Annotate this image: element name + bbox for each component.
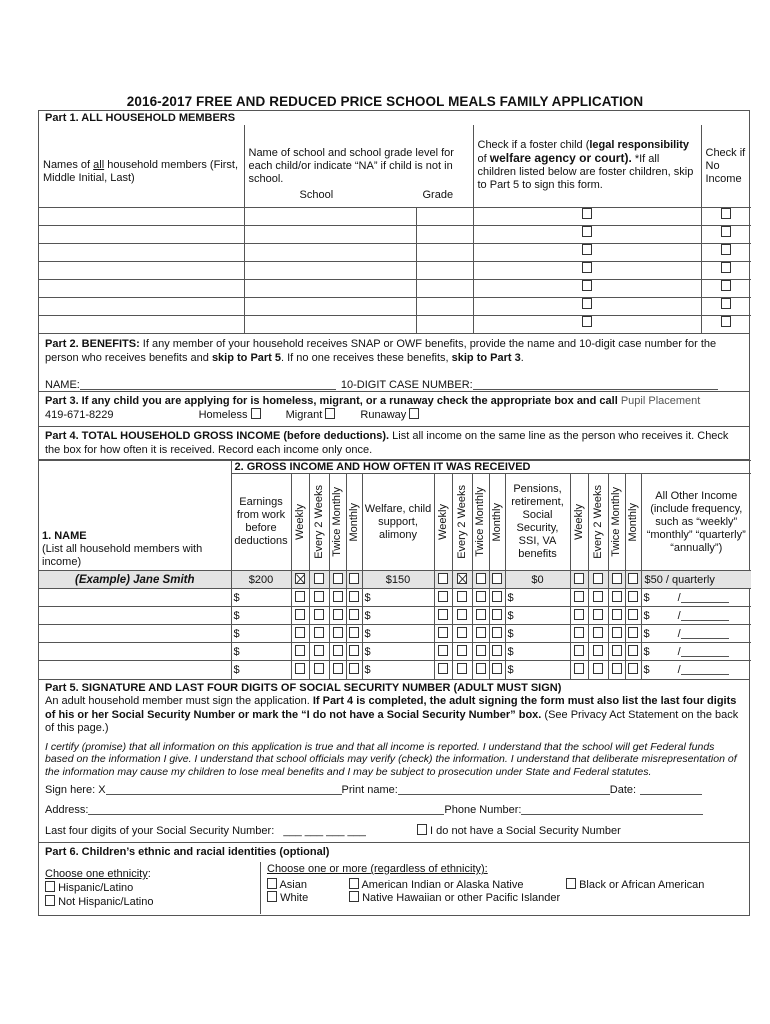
monthly-checkbox[interactable] — [349, 591, 359, 602]
income-table: 1. NAME (List all household members with income) 2. GROSS INCOME AND HOW OFTEN IT WAS RECEIVED Earnings from work before deductions Weekly Every 2 Weeks Twice Monthly Monthly Welfare, child support, alimony Weekly Every 2 Weeks Twice Monthly Monthly Pensions, retirement, Social Security, SSI, VA benefits Weekly Every 2 Weeks Twice Monthly Monthly All Other Income (include frequency, such as “weekly” “monthly” “quarterly” “annually”) (Example) Jane Smith $200 $150 $0 $50 / quarterly $ $ $ $ / $ $ $ $ / $ $ $ $ / $ $ $ $ / $ $ $ $ / — [39, 460, 751, 679]
no-income-checkbox[interactable] — [721, 244, 731, 255]
member-row — [39, 297, 751, 315]
other-income-field[interactable]: $ / — [641, 625, 751, 643]
school-field[interactable] — [244, 261, 416, 279]
twice-monthly-checkbox[interactable] — [333, 609, 343, 620]
no-income-checkbox[interactable] — [721, 226, 731, 237]
phone-field[interactable] — [521, 804, 703, 815]
monthly-checkbox[interactable] — [492, 627, 502, 638]
example-checkbox-checked — [457, 573, 467, 584]
part2-section — [39, 334, 749, 392]
member-name-field[interactable] — [39, 207, 244, 225]
example-row: (Example) Jane Smith $200 $150 $0 $50 / quarterly — [39, 571, 751, 589]
twice-monthly-checkbox[interactable] — [476, 645, 486, 656]
household-members-table — [39, 125, 751, 333]
welfare-field[interactable]: $ — [362, 589, 434, 607]
twice-monthly-checkbox[interactable] — [476, 627, 486, 638]
member-row — [39, 279, 751, 297]
pensions-field[interactable]: $ — [505, 607, 570, 625]
twice-monthly-checkbox[interactable] — [333, 627, 343, 638]
part6-section — [39, 843, 749, 915]
twice-monthly-checkbox[interactable] — [333, 645, 343, 656]
other-income-field[interactable]: $ / — [641, 607, 751, 625]
runaway-checkbox[interactable] — [409, 408, 419, 419]
grade-field[interactable] — [416, 243, 473, 261]
monthly-checkbox[interactable] — [628, 645, 638, 656]
part5-instructions: An adult household member must sign the application. If Part 4 is completed, the adult signing the form must also list the last four digits of his or her Social Security Number or mark the “I do not have a Social Security Number” box. (See Privacy Act Statement on the back of this page.) — [45, 695, 739, 734]
earnings-field[interactable]: $ — [231, 643, 291, 661]
part1-heading: Part 1. ALL HOUSEHOLD MEMBERS — [45, 112, 236, 124]
monthly-checkbox[interactable] — [492, 609, 502, 620]
weekly-checkbox[interactable] — [574, 627, 584, 638]
foster-checkbox[interactable] — [582, 262, 592, 273]
weekly-checkbox[interactable] — [295, 627, 305, 638]
welfare-field[interactable]: $ — [362, 661, 434, 679]
weekly-checkbox[interactable] — [295, 663, 305, 674]
part4-instructions: Part 4. TOTAL HOUSEHOLD GROSS INCOME (before deductions). List all income on the same line as the person who receives it. Check the box for how often it is received. Record each income only once. — [39, 427, 749, 460]
other-income-field[interactable]: $ / — [641, 661, 751, 679]
twice-monthly-checkbox[interactable] — [612, 591, 622, 602]
twice-monthly-checkbox[interactable] — [476, 609, 486, 620]
school-field[interactable] — [244, 315, 416, 333]
twice-monthly-checkbox[interactable] — [333, 663, 343, 674]
member-name-field[interactable] — [39, 279, 244, 297]
weekly-checkbox[interactable] — [438, 609, 448, 620]
weekly-checkbox[interactable] — [438, 591, 448, 602]
pensions-field[interactable]: $ — [505, 661, 570, 679]
income-row — [39, 643, 751, 661]
monthly-checkbox[interactable] — [349, 609, 359, 620]
twice-monthly-checkbox[interactable] — [476, 591, 486, 602]
school-field[interactable] — [244, 207, 416, 225]
part1-section — [39, 111, 749, 334]
weekly-checkbox[interactable] — [295, 609, 305, 620]
grade-field[interactable] — [416, 297, 473, 315]
signature-field[interactable] — [106, 784, 342, 795]
foster-checkbox[interactable] — [582, 208, 592, 219]
part5-heading: Part 5. SIGNATURE AND LAST FOUR DIGITS OF SOCIAL SECURITY NUMBER (ADULT MUST SIGN) — [45, 681, 562, 694]
not-hispanic-checkbox[interactable] — [45, 895, 55, 906]
every-2-weeks-checkbox[interactable] — [593, 591, 603, 602]
member-row — [39, 207, 751, 225]
member-row — [39, 243, 751, 261]
asian-checkbox[interactable] — [267, 878, 277, 889]
every-2-weeks-checkbox[interactable] — [314, 663, 324, 674]
migrant-checkbox[interactable] — [325, 408, 335, 419]
weekly-checkbox[interactable] — [438, 663, 448, 674]
foster-checkbox[interactable] — [582, 316, 592, 327]
income-row — [39, 625, 751, 643]
example-checkbox-checked — [295, 573, 305, 584]
earnings-field[interactable]: $ — [231, 625, 291, 643]
other-income-header: All Other Income (include frequency, such as “weekly” “monthly” “quarterly” “annually”) — [641, 474, 751, 571]
ethnicity-group: Choose one ethnicity: Hispanic/Latino Not Hispanic/Latino — [39, 862, 261, 914]
part4-section — [39, 427, 749, 680]
white-checkbox[interactable] — [267, 891, 277, 902]
no-ssn-checkbox[interactable] — [417, 824, 427, 835]
member-row — [39, 315, 751, 333]
case-number-field[interactable] — [473, 379, 718, 390]
pupil-placement-phone: 419-671-8229 — [45, 409, 114, 421]
part5-section: Part 5. SIGNATURE AND LAST FOUR DIGITS OF SOCIAL SECURITY NUMBER (ADULT MUST SIGN) An adult household member must sign the application. If Part 4 is completed, the adult signing the form must also list the last four digits of his or her Social Security Number or mark the “I do not have a Social Security Number” box. (See Privacy Act Statement on the back of this page.) I certify (promise) that all information on this application is true and that all income is reported. I understand that the school will get Federal funds based on the information I give. I understand that school officials may verify (check) the information. I understand that deliberate misrepresentation of the information may cause my children to lose meal benefits and I may be subject to prosecution under State and Federal statutes. Sign here: X Print name: Date: Address: Phone Number: Last four digits of your Social Security Number: ___ ___ ___ ___ I do not have a Social Security Number — [39, 680, 749, 844]
member-name-field[interactable] — [39, 261, 244, 279]
every-2-weeks-checkbox[interactable] — [457, 645, 467, 656]
income-row — [39, 661, 751, 679]
foster-checkbox[interactable] — [582, 244, 592, 255]
application-form — [38, 110, 750, 916]
weekly-checkbox[interactable] — [295, 591, 305, 602]
member-name-field[interactable] — [39, 243, 244, 261]
every-2-weeks-checkbox[interactable] — [314, 645, 324, 656]
school-field[interactable] — [244, 279, 416, 297]
pensions-field[interactable]: $ — [505, 625, 570, 643]
pensions-header: Pensions, retirement, Social Security, SSI, VA benefits — [505, 474, 570, 571]
income-name-field[interactable] — [39, 607, 231, 625]
twice-monthly-checkbox[interactable] — [612, 663, 622, 674]
other-income-field[interactable]: $ / — [641, 589, 751, 607]
member-row — [39, 261, 751, 279]
monthly-checkbox[interactable] — [492, 645, 502, 656]
every-2-weeks-checkbox[interactable] — [457, 663, 467, 674]
other-income-field[interactable]: $ / — [641, 643, 751, 661]
no-income-checkbox[interactable] — [721, 298, 731, 309]
earnings-field[interactable]: $ — [231, 607, 291, 625]
welfare-field[interactable]: $ — [362, 607, 434, 625]
every-2-weeks-checkbox[interactable] — [314, 591, 324, 602]
black-checkbox[interactable] — [566, 878, 576, 889]
twice-monthly-checkbox[interactable] — [476, 663, 486, 674]
twice-monthly-checkbox[interactable] — [333, 591, 343, 602]
part2-instructions: Part 2. BENEFITS: If any member of your household receives SNAP or OWF benefits, provide the name and 10-digit case number for the person who receives benefits and skip to Part 5. If no one receives these benefits, skip to Part 3. — [45, 338, 717, 364]
benefits-name-label: NAME: — [45, 379, 80, 391]
pensions-field[interactable]: $ — [505, 589, 570, 607]
every-2-weeks-checkbox[interactable] — [593, 609, 603, 620]
grade-field[interactable] — [416, 279, 473, 297]
certification-statement: I certify (promise) that all information on this application is true and that all income is reported. I understand that the school will get Federal funds based on the information I give. I understand that school officials may verify (check) the information. I understand that deliberate misrepresentation of the information may cause my children to lose meal benefits and I may be subject to prosecution under State and Federal statutes. — [45, 740, 737, 778]
income-name-field[interactable] — [39, 625, 231, 643]
monthly-checkbox[interactable] — [349, 663, 359, 674]
part3-heading: Part 3. If any child you are applying for is homeless, migrant, or a runaway check the appropriate box and call — [45, 395, 621, 407]
race-group: Choose one or more (regardless of ethnicity): Asian American Indian or Alaska Native Black or African American White Native Hawaiian or other Pacific Islander — [267, 863, 705, 904]
print-name-field[interactable] — [398, 784, 610, 795]
grade-field[interactable] — [416, 315, 473, 333]
school-field[interactable] — [244, 297, 416, 315]
welfare-field[interactable]: $ — [362, 625, 434, 643]
no-income-column-header: Check if No Income — [701, 125, 751, 207]
earnings-header: Earnings from work before deductions — [231, 474, 291, 571]
no-income-checkbox[interactable] — [721, 262, 731, 273]
case-number-label: 10-DIGIT CASE NUMBER: — [340, 379, 473, 391]
monthly-checkbox[interactable] — [628, 663, 638, 674]
income-name-field[interactable] — [39, 661, 231, 679]
part6-heading: Part 6. Children’s ethnic and racial identities (optional) — [45, 846, 330, 858]
every-2-weeks-checkbox[interactable] — [593, 627, 603, 638]
member-name-field[interactable] — [39, 315, 244, 333]
welfare-header: Welfare, child support, alimony — [362, 474, 434, 571]
income-name-field[interactable] — [39, 589, 231, 607]
weekly-checkbox[interactable] — [574, 591, 584, 602]
weekly-checkbox[interactable] — [574, 645, 584, 656]
every-2-weeks-checkbox[interactable] — [457, 609, 467, 620]
twice-monthly-checkbox[interactable] — [612, 645, 622, 656]
income-row — [39, 589, 751, 607]
school-field[interactable] — [244, 225, 416, 243]
weekly-checkbox[interactable] — [438, 645, 448, 656]
every-2-weeks-checkbox[interactable] — [593, 645, 603, 656]
weekly-checkbox[interactable] — [295, 645, 305, 656]
income-row — [39, 607, 751, 625]
hispanic-checkbox[interactable] — [45, 881, 55, 892]
member-name-field[interactable] — [39, 225, 244, 243]
every-2-weeks-checkbox[interactable] — [314, 627, 324, 638]
every-2-weeks-checkbox[interactable] — [457, 627, 467, 638]
foster-checkbox[interactable] — [582, 280, 592, 291]
weekly-checkbox[interactable] — [574, 609, 584, 620]
monthly-checkbox[interactable] — [492, 663, 502, 674]
ssn-field[interactable]: ___ ___ ___ ___ — [283, 825, 366, 837]
homeless-checkbox[interactable] — [251, 408, 261, 419]
american-indian-checkbox[interactable] — [349, 878, 359, 889]
weekly-checkbox[interactable] — [574, 663, 584, 674]
earnings-field[interactable]: $ — [231, 661, 291, 679]
grade-field[interactable] — [416, 207, 473, 225]
names-column-header: Names of all household members (First, Middle Initial, Last) — [39, 125, 244, 207]
no-income-checkbox[interactable] — [721, 208, 731, 219]
income-name-header: 1. NAME (List all household members with income) — [39, 461, 231, 571]
monthly-checkbox[interactable] — [349, 627, 359, 638]
grade-field[interactable] — [416, 261, 473, 279]
monthly-checkbox[interactable] — [628, 627, 638, 638]
pensions-field[interactable]: $ — [505, 643, 570, 661]
monthly-checkbox[interactable] — [628, 609, 638, 620]
earnings-field[interactable]: $ — [231, 589, 291, 607]
every-2-weeks-checkbox[interactable] — [593, 663, 603, 674]
income-name-field[interactable] — [39, 643, 231, 661]
foster-checkbox[interactable] — [582, 298, 592, 309]
twice-monthly-checkbox[interactable] — [612, 609, 622, 620]
foster-column-header: Check if a foster child (legal responsibility of welfare agency or court). *If all children listed below are foster children, skip to Part 5 to sign this form. — [473, 125, 701, 207]
member-row — [39, 225, 751, 243]
monthly-checkbox[interactable] — [628, 591, 638, 602]
every-2-weeks-checkbox[interactable] — [314, 609, 324, 620]
part3-section: Part 3. If any child you are applying for is homeless, migrant, or a runaway check the appropriate box and call Pupil Placement 419-671-8229 Homeless Migrant Runaway — [39, 392, 749, 427]
pupil-placement-contact: Pupil Placement — [620, 395, 701, 407]
no-income-checkbox[interactable] — [721, 280, 731, 291]
date-field[interactable] — [640, 784, 702, 795]
no-income-checkbox[interactable] — [721, 316, 731, 327]
school-column-header: Name of school and school grade level for each child/or indicate “NA” if child is not in school. School Grade — [244, 125, 473, 207]
monthly-checkbox[interactable] — [492, 591, 502, 602]
school-field[interactable] — [244, 243, 416, 261]
form-title: 2016-2017 FREE AND REDUCED PRICE SCHOOL MEALS FAMILY APPLICATION — [126, 94, 644, 109]
grade-field[interactable] — [416, 225, 473, 243]
weekly-checkbox[interactable] — [438, 627, 448, 638]
gross-income-heading: 2. GROSS INCOME AND HOW OFTEN IT WAS RECEIVED — [231, 461, 751, 474]
monthly-checkbox[interactable] — [349, 645, 359, 656]
twice-monthly-checkbox[interactable] — [612, 627, 622, 638]
every-2-weeks-checkbox[interactable] — [457, 591, 467, 602]
welfare-field[interactable]: $ — [362, 643, 434, 661]
foster-checkbox[interactable] — [582, 226, 592, 237]
benefits-name-field[interactable] — [80, 379, 336, 390]
native-hawaiian-checkbox[interactable] — [349, 891, 359, 902]
member-name-field[interactable] — [39, 297, 244, 315]
address-field[interactable] — [88, 804, 444, 815]
